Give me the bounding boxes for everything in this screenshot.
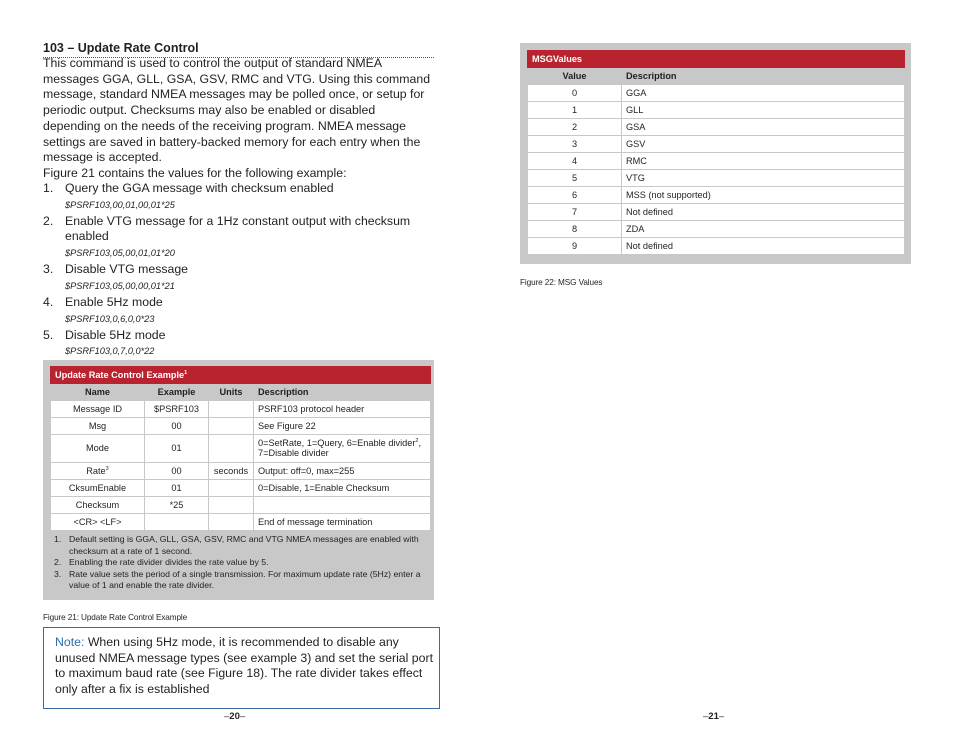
column-header-description: Description bbox=[254, 384, 431, 401]
example-lead-text: Figure 21 contains the values for the following example: bbox=[43, 166, 347, 180]
step-command: $PSRF103,05,00,01,01*20 bbox=[65, 248, 175, 259]
example-step bbox=[43, 262, 434, 292]
cell-description: PSRF103 protocol header bbox=[254, 401, 431, 418]
step-text: Query the GGA message with checksum enabled bbox=[65, 181, 334, 195]
table-row bbox=[51, 497, 431, 514]
cell-name: Rate$^3$ bbox=[51, 463, 145, 480]
column-header-description: Description bbox=[622, 68, 905, 85]
step-number: 4. bbox=[43, 294, 54, 309]
cell-units bbox=[209, 418, 254, 435]
cell-value: 3 bbox=[528, 136, 622, 153]
footnote: 1. Default setting is GGA, GLL, GSA, GSV, RMC and VTG NMEA messages are enabled with checksum at a rate of 1 second. bbox=[54, 534, 419, 556]
cell-description: GGA bbox=[622, 85, 905, 102]
cell-name: Mode bbox=[51, 435, 145, 463]
page-number-left: –20– bbox=[224, 711, 246, 722]
example-step bbox=[43, 295, 434, 325]
cell-description: See Figure 22 bbox=[254, 418, 431, 435]
cell-example bbox=[145, 514, 209, 531]
cell-example: 01 bbox=[145, 480, 209, 497]
table-title-row bbox=[51, 367, 431, 384]
column-header-value: Value bbox=[528, 68, 622, 85]
table-row bbox=[51, 435, 431, 463]
step-text: Enable VTG message for a 1Hz constant output with checksum enabled bbox=[65, 213, 411, 244]
cell-example: *25 bbox=[145, 497, 209, 514]
cell-description: GLL bbox=[622, 102, 905, 119]
figure-22-caption: Figure 22: MSG Values bbox=[520, 278, 603, 287]
step-number: 1. bbox=[43, 181, 54, 195]
update-rate-table bbox=[50, 366, 431, 531]
table-row bbox=[528, 85, 905, 102]
cell-value: 4 bbox=[528, 153, 622, 170]
cell-units bbox=[209, 401, 254, 418]
cell-units bbox=[209, 435, 254, 463]
table-row bbox=[528, 153, 905, 170]
column-header-example: Example bbox=[145, 384, 209, 401]
cell-description: Not defined bbox=[622, 204, 905, 221]
cell-units bbox=[209, 480, 254, 497]
cell-name: Msg bbox=[51, 418, 145, 435]
step-command: $PSRF103,00,01,00,01*25 bbox=[65, 199, 175, 210]
cell-description: Output: off=0, max=255 bbox=[254, 463, 431, 480]
note-box bbox=[43, 627, 440, 709]
table-header-row bbox=[528, 68, 905, 85]
table-row bbox=[528, 238, 905, 255]
note-text: When using 5Hz mode, it is recommended to disable any unused NMEA message types (see example 3) and set the serial port to maximum baud rate (see Figure 18). The rate divider takes effect only after a fix is established bbox=[55, 635, 433, 697]
cell-description bbox=[254, 497, 431, 514]
table-header-row bbox=[51, 384, 431, 401]
cell-description: ZDA bbox=[622, 221, 905, 238]
note-label: Note: bbox=[55, 635, 85, 649]
cell-description: GSA bbox=[622, 119, 905, 136]
section-title: 103 – Update Rate Control bbox=[43, 41, 434, 58]
intro-paragraph: This command is used to control the output of standard NMEA messages GGA, GLL, GSA, GSV, RMC and VTG. Using this command message, standard NMEA messages may be polled once, or setup for periodic output. Checksums may also be enabled or disabled depending on the needs of the receiving program. NMEA message settings are saved in battery-backed memory for each entry when the message is accepted. bbox=[43, 56, 431, 165]
example-step bbox=[43, 181, 434, 211]
step-number: 2. bbox=[43, 213, 54, 228]
step-number: 3. bbox=[43, 262, 54, 277]
table-row bbox=[51, 514, 431, 531]
table-row bbox=[528, 187, 905, 204]
table-row bbox=[528, 119, 905, 136]
cell-example: 00 bbox=[145, 418, 209, 435]
step-command: $PSRF103,0,6,0,0*23 bbox=[65, 313, 155, 324]
cell-value: 7 bbox=[528, 204, 622, 221]
table-row bbox=[51, 418, 431, 435]
cell-description: 0=Disable, 1=Enable Checksum bbox=[254, 480, 431, 497]
cell-units bbox=[209, 514, 254, 531]
page-number-right: –21– bbox=[703, 711, 725, 722]
cell-description: MSS (not supported) bbox=[622, 187, 905, 204]
table-row bbox=[51, 401, 431, 418]
cell-value: 9 bbox=[528, 238, 622, 255]
footnote: 3. Rate value sets the period of a single transmission. For maximum update rate (5Hz) enter a value of 1 and enable the rate divider. bbox=[54, 568, 421, 590]
table-row bbox=[528, 221, 905, 238]
cell-description: VTG bbox=[622, 170, 905, 187]
step-text: Enable 5Hz mode bbox=[65, 294, 163, 309]
cell-name: CksumEnable bbox=[51, 480, 145, 497]
step-command: $PSRF103,05,00,00,01*21 bbox=[65, 280, 175, 291]
cell-units: seconds bbox=[209, 463, 254, 480]
cell-value: 0 bbox=[528, 85, 622, 102]
example-steps-list bbox=[43, 181, 434, 360]
cell-units bbox=[209, 497, 254, 514]
example-step bbox=[43, 214, 434, 259]
cell-value: 6 bbox=[528, 187, 622, 204]
cell-description: 0=SetRate, 1=Query, 6=Enable divider$^2$, 7=Disable divider bbox=[254, 435, 431, 463]
cell-value: 2 bbox=[528, 119, 622, 136]
table-title-row bbox=[528, 51, 905, 68]
table-footnotes bbox=[54, 534, 426, 592]
cell-example: $PSRF103 bbox=[145, 401, 209, 418]
cell-value: 1 bbox=[528, 102, 622, 119]
step-text: Disable 5Hz mode bbox=[65, 327, 166, 342]
cell-description: Not defined bbox=[622, 238, 905, 255]
column-header-units: Units bbox=[209, 384, 254, 401]
table-row bbox=[51, 463, 431, 480]
step-text: Disable VTG message bbox=[65, 262, 189, 277]
cell-name: Message ID bbox=[51, 401, 145, 418]
cell-value: 5 bbox=[528, 170, 622, 187]
cell-name: Checksum bbox=[51, 497, 145, 514]
table-title: MSGValues bbox=[528, 51, 905, 68]
table-row bbox=[528, 170, 905, 187]
table-row bbox=[528, 102, 905, 119]
cell-value: 8 bbox=[528, 221, 622, 238]
footnote: 2. Enabling the rate divider divides the rate value by 5. bbox=[54, 557, 269, 567]
figure-21-caption: Figure 21: Update Rate Control Example bbox=[43, 613, 188, 622]
cell-description: End of message termination bbox=[254, 514, 431, 531]
step-command: $PSRF103,0,7,0,0*22 bbox=[65, 346, 155, 357]
cell-example: 01 bbox=[145, 435, 209, 463]
msg-values-table bbox=[527, 50, 905, 255]
cell-example: 00 bbox=[145, 463, 209, 480]
step-number: 5. bbox=[43, 327, 54, 342]
cell-description: RMC bbox=[622, 153, 905, 170]
cell-description: GSV bbox=[622, 136, 905, 153]
example-step bbox=[43, 328, 434, 358]
table-row bbox=[528, 136, 905, 153]
table-title: Update Rate Control Example$^1$ bbox=[51, 367, 431, 384]
table-row bbox=[528, 204, 905, 221]
cell-name: <CR> <LF> bbox=[51, 514, 145, 531]
table-row bbox=[51, 480, 431, 497]
column-header-name: Name bbox=[51, 384, 145, 401]
